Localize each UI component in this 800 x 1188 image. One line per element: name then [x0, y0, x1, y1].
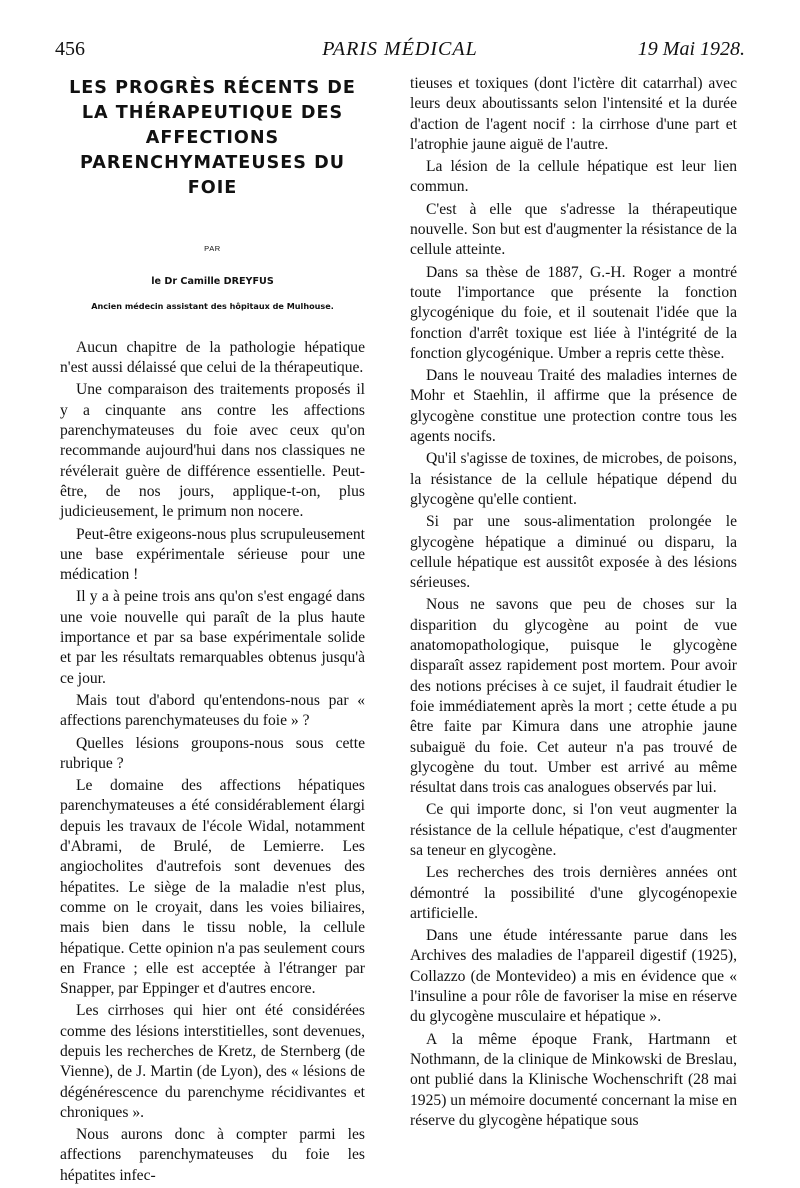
paragraph: A la même époque Frank, Hartmann et Nothmann, de la clinique de Minkowski de Breslau, ont publié dans la Klinische Wochenschrift (28 mai 1925) un mémoire documenté concernant la mise en réserve du glycogène hépatique sous	[410, 1030, 737, 1129]
paragraph: Dans une étude intéressante parue dans les Archives des maladies de l'appareil digestif (1925), Collazzo (de Montevideo) a mis en évidence que « l'insuline a pour rôle de favoriser la mise en réserve du glycogène musculaire et hépatique ».	[410, 927, 737, 1026]
paragraph: Nous aurons donc à compter parmi les affections parenchymateuses du foie les hépatites infec-	[60, 1126, 365, 1184]
paragraph: Aucun chapitre de la pathologie hépatique n'est aussi délaissé que celui de la thérapeutique.	[60, 338, 365, 377]
paragraph: Les recherches des trois dernières années ont démontré la possibilité d'une glycogénopexie artificielle.	[410, 864, 737, 922]
page-number: 456	[55, 38, 85, 60]
journal-title: PARIS MÉDICAL	[322, 38, 478, 60]
paragraph: Peut-être exigeons-nous plus scrupuleusement une base expérimentale sérieuse pour une médication !	[60, 525, 365, 584]
right-column	[410, 74, 737, 1133]
paragraph: Si par une sous-alimentation prolongée le glycogène hépatique a diminué ou disparu, la cellule hépatique est aussitôt exposée à des lésions sérieuses.	[410, 513, 737, 592]
paragraph: Il y a à peine trois ans qu'on s'est engagé dans une voie nouvelle qui paraît de la plus haute importance et par sa base expérimentale solide et par les résultats remarquables obtenus jusqu'à ce jour.	[60, 588, 365, 687]
paragraph: Qu'il s'agisse de toxines, de microbes, de poisons, la résistance de la cellule hépatique dépend du glycogène qu'elle contient.	[410, 450, 737, 508]
paragraph: Quelles lésions groupons-nous sous cette rubrique ?	[60, 734, 365, 772]
paragraph: Une comparaison des traitements proposés il y a cinquante ans contre les affections parenchymateuses du foie avec ceux qu'on recommande aujourd'hui dans nos classiques ne révélerait guère de différence essentielle. Peut-être, de nos jours, applique-t-on, plus judicieusement, le primum non nocere.	[60, 381, 365, 521]
byline-par: PAR	[204, 244, 221, 253]
paragraph: C'est à elle que s'adresse la thérapeutique nouvelle. Son but est d'augmenter la résistance de la cellule atteinte.	[410, 200, 737, 259]
paragraph: Dans le nouveau Traité des maladies internes de Mohr et Staehlin, il affirme que la présence de glycogène constitue une protection contre tous les agents nocifs.	[410, 367, 737, 446]
author-affiliation: Ancien médecin assistant des hôpitaux de Mulhouse.	[91, 300, 334, 311]
paragraph: Mais tout d'abord qu'entendons-nous par « affections parenchymateuses du foie » ?	[60, 691, 365, 730]
paragraph: Dans sa thèse de 1887, G.-H. Roger a montré toute l'importance que présente la fonction glycogénique du foie, et il soutenait l'idée que la fonction d'arrêt toxique est liée à l'intégrité de la fonction glycogénique. Umber a repris cette thèse.	[410, 263, 737, 362]
article-title: LES PROGRÈS RÉCENTS DE LA THÉRAPEUTIQUE DES AFFECTIONS PARENCHYMATEUSES DU FOIE	[69, 78, 356, 198]
paragraph: Les cirrhoses qui hier ont été considérées comme des lésions interstitielles, sont devenues, depuis les recherches de Kretz, de Sternberg (de Vienne), de J. Martin (de Lyon), des « lésions de dégénérescence du parenchyme récidivantes et chroniques ».	[60, 1002, 365, 1121]
paragraph: Ce qui importe donc, si l'on veut augmenter la résistance de la cellule hépatique, c'est d'augmenter sa teneur en glycogène.	[410, 801, 737, 859]
author-name: le Dr Camille DREYFUS	[151, 276, 274, 288]
paragraph: Nous ne savons que peu de choses sur la disparition du glycogène au point de vue anatomopathologique, puisque le glycogène disparaît assez rapidement post mortem. Pour avoir des notions précises à ce sujet, il faudrait étudier le foie immédiatement après la mort ; cette étude a pu être faite par Kimura dans une atrophie jaune subaiguë du foie. Cet auteur n'a pas trouvé de glycogène du tout. Umber est arrivé au même résultat dans trois cas analogues observés par lui.	[410, 596, 737, 797]
paragraph: La lésion de la cellule hépatique est leur lien commun.	[410, 158, 737, 196]
issue-date: 19 Mai 1928.	[637, 38, 745, 60]
paragraph-continued: tieuses et toxiques (dont l'ictère dit catarrhal) avec leurs deux aboutissants selon l'intensité et la durée d'action de l'agent nocif : la cirrhose d'une part et l'atrophie jaune aiguë de l'autre.	[410, 75, 737, 153]
paragraph: Le domaine des affections hépatiques parenchymateuses a été considérablement élargi depuis les travaux de l'école Widal, notamment d'Abrami, de Brulé, de Lemierre. Les angiocholites d'autrefois sont devenues des hépatites. Le siège de la maladie n'est plus, comme on le croyait, dans les voies biliaires, mais bien dans le tissu noble, la cellule hépatique. Cette opinion n'a pas seulement cours en France ; elle est acceptée à l'étranger par Snapper, par Eppinger et d'autres encore.	[60, 777, 365, 998]
running-header	[55, 38, 745, 68]
left-column	[60, 74, 365, 1188]
